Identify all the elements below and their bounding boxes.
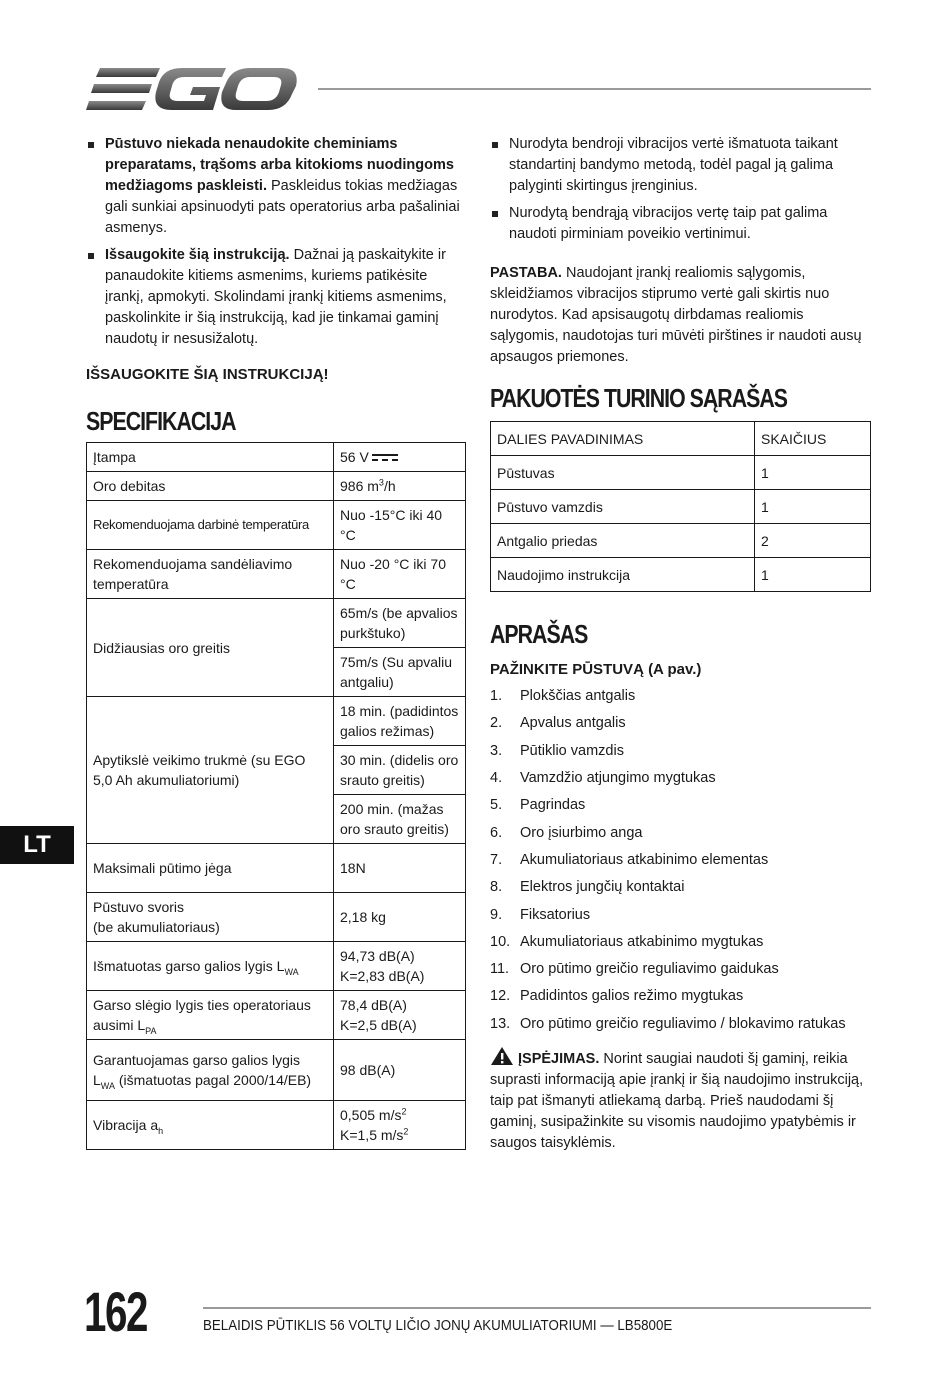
list-item: 5. Pagrindas xyxy=(490,797,586,814)
table-row: Pūstuvas 1 xyxy=(491,456,871,490)
list-item: 1. Plokščias antgalis xyxy=(490,688,636,705)
list-item: 8. Elektros jungčių kontaktai xyxy=(490,879,685,896)
save-instructions-note: IŠSAUGOKITE ŠIĄ INSTRUKCIJĄ! xyxy=(86,366,329,383)
list-item: 9. Fiksatorius xyxy=(490,906,591,923)
spec-title: SPECIFIKACIJA xyxy=(86,406,236,436)
note-paragraph: PASTABA. Naudojant įrankį realiomis sąlygomis, skleidžiamos vibracijos stiprumo vertė gali skirtis nuo nurodytos. Kad apsisaugotų dirbdamas realiomis sąlygomis, naudotojas turi mūvėti pirštines ir naudoti ausų apsaugos priemones. xyxy=(490,265,862,365)
table-row: Išmatuotas garso galios lygis $L_{WA}$ 94,73 dB(A) K=2,83 dB(A) xyxy=(87,942,466,991)
parts-list xyxy=(490,683,871,1038)
description-title: APRAŠAS xyxy=(490,619,588,649)
footer-rule xyxy=(203,1307,871,1309)
table-row: Didžiausias oro greitis 65m/s (be apvalios purkštuko) xyxy=(87,599,466,648)
footer-title: BELAIDIS PŪTIKLIS 56 VOLTŲ LIČIO JONŲ AKUMULIATORIUMI — LB5800E xyxy=(203,1318,673,1334)
header-rule xyxy=(318,88,871,90)
list-item: 13. Oro pūtimo greičio reguliavimo / blokavimo ratukas xyxy=(490,1015,846,1032)
packing-table xyxy=(490,421,871,592)
list-item: 11. Oro pūtimo greičio reguliavimo gaidukas xyxy=(490,961,779,978)
table-row: Pūstuvo svoris (be akumuliatoriaus) 2,18 kg xyxy=(87,893,466,942)
table-row: 200 min. (mažas oro srauto greitis) xyxy=(87,795,466,844)
table-row: Rekomenduojama darbinė temperatūra Nuo -15°C iki 40 °C xyxy=(87,501,466,550)
table-row: Garso slėgio lygis ties operatoriaus ausimi $L_{PA}$ 78,4 dB(A) K=2,5 dB(A) xyxy=(87,991,466,1040)
table-row: Garantuojamas garso galios lygis $L_{WA}$ (išmatuotas pagal 2000/14/EB) 98 dB(A) xyxy=(87,1040,466,1101)
bullet-item: Nurodytą bendrąją vibracijos vertę taip pat galima naudoti pirminiam poveikio vertinimui. xyxy=(490,203,871,245)
list-item: 4. Vamzdžio atjungimo mygtukas xyxy=(490,770,716,787)
table-row: Rekomenduojama sandėliavimo temperatūra Nuo -20 °C iki 70 °C xyxy=(87,550,466,599)
warning-icon xyxy=(490,1046,514,1066)
spec-table xyxy=(86,442,466,1150)
language-tab: LT xyxy=(0,826,74,864)
dc-current-icon xyxy=(371,453,399,463)
bullet-item: Nurodyta bendroji vibracijos vertė išmatuota taikant standartinį bandymo metodą, todėl pagal ją galima palyginti skirtingus įrenginius. xyxy=(490,134,871,197)
list-item: 6. Oro įsiurbimo anga xyxy=(490,824,643,841)
bullet-item: Pūstuvo niekada nenaudokite cheminiams preparatams, trąšoms arba kitokioms nuodingoms medžiagoms paskleisti. Paskleidus tokias medžiagas gali sunkiai apsinuodyti pats operatorius arba pašaliniai asmenys. xyxy=(86,134,466,239)
table-row: 75m/s (Su apvaliu antgaliu) xyxy=(87,648,466,697)
description-subhead: PAŽINKITE PŪSTUVĄ (A pav.) xyxy=(490,661,702,678)
list-item: 7. Akumuliatoriaus atkabinimo elementas xyxy=(490,851,769,868)
table-row: Vibracija $a_h$ 0,505 $m/s^2$ K=1,5 $m/s^2$ xyxy=(87,1101,466,1150)
list-item: 3. Pūtiklio vamzdis xyxy=(490,742,624,759)
table-row: Įtampa 56 V xyxy=(87,443,466,472)
table-header-row: DALIES PAVADINIMAS SKAIČIUS xyxy=(491,422,871,456)
table-row: Apytikslė veikimo trukmė (su EGO 5,0 Ah akumuliatoriumi) 18 min. (padidintos galios režimas) xyxy=(87,697,466,746)
table-row: 30 min. (didelis oro srauto greitis) xyxy=(87,746,466,795)
list-item: 10. Akumuliatoriaus atkabinimo mygtukas xyxy=(490,933,764,950)
table-row: Antgalio priedas 2 xyxy=(491,524,871,558)
warning-paragraph: ĮSPĖJIMAS. Norint saugiai naudoti šį gaminį, reikia suprasti informaciją apie įrankį ir šią naudojimo instrukciją, taip pat išmanyti atliekamą darbą. Prieš naudodami šį gaminį, susipažinkite su visomis naudojimo ypatybėmis ir saugos taisyklėmis. xyxy=(490,1046,871,1154)
right-column xyxy=(490,134,871,1154)
table-row: Pūstuvo vamzdis 1 xyxy=(491,490,871,524)
page-number: 162 xyxy=(84,1280,147,1343)
table-row: Maksimali pūtimo jėga 18N xyxy=(87,844,466,893)
packing-title: PAKUOTĖS TURINIO SĄRAŠAS xyxy=(490,383,788,413)
table-row: Oro debitas 986 $m^3/h$ xyxy=(87,472,466,501)
list-item: 2. Apvalus antgalis xyxy=(490,715,626,732)
table-row: Naudojimo instrukcija 1 xyxy=(491,558,871,592)
left-column xyxy=(86,134,466,1150)
bullet-item: Išsaugokite šią instrukciją. Dažnai ją paskaitykite ir panaudokite kitiems asmenims, kuriems patikėsite įrankį, apmokyti. Skolindami įrankį kitiems asmenims, paskolinkite ir šią instrukciją, kad jie tinkamai gaminį naudotų ir nesusižalotų. xyxy=(86,245,466,350)
list-item: 12. Padidintos galios režimo mygtukas xyxy=(490,988,744,1005)
ego-logo xyxy=(86,66,298,112)
